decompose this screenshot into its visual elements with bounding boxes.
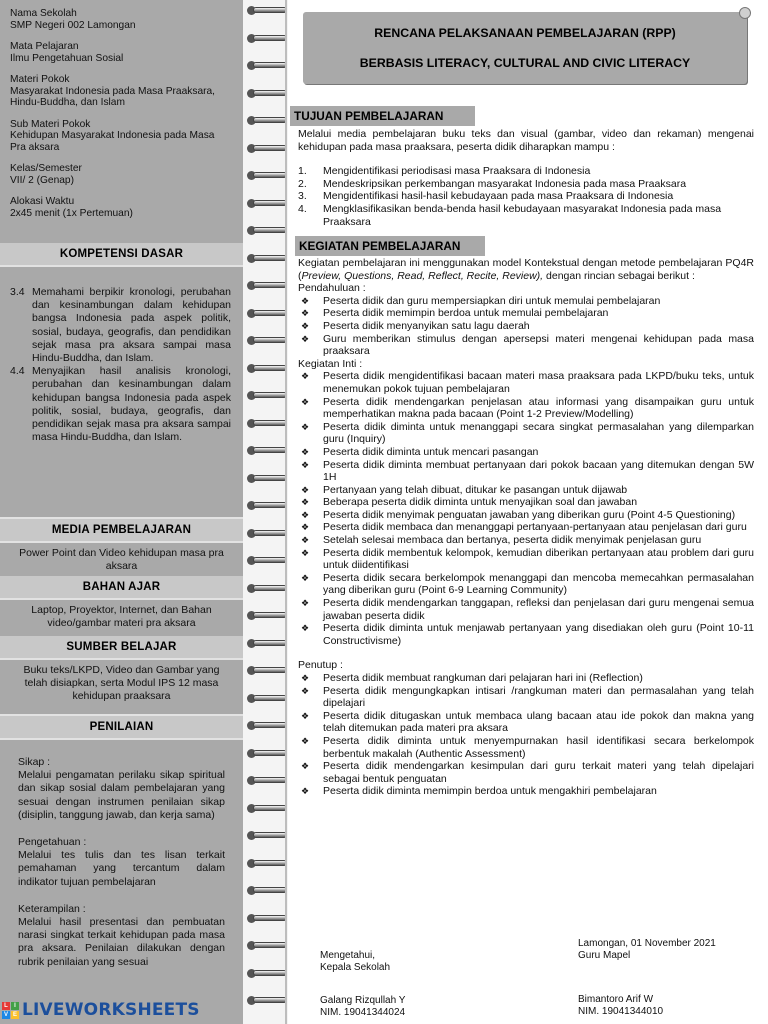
bahan-text: Laptop, Proyektor, Internet, dan Bahan video/gambar materi pra aksara [31,604,212,629]
spiral-coil-icon [247,774,287,786]
list-item [298,710,754,735]
kegiatan-body [298,257,754,798]
penilaian-label: Pengetahuan : [18,836,87,849]
list-item [298,597,754,622]
bullet-diamond-icon: ❖ [301,735,310,746]
tujuan-intro: Melalui media pembelajaran buku teks dan visual (gambar, video dan rekaman) mengenai kehidupan pada masa praaksara, peserta didik diharapkan mampu : [298,128,754,153]
bullet-diamond-icon: ❖ [301,685,310,696]
list-item-text: Peserta didik diminta membuat pertanyaan dari pokok bacaan yang ditemukan dengan 5W 1H [323,458,754,484]
spiral-coil-icon [247,994,287,1006]
list-item [298,521,754,534]
spiral-coil-icon [247,87,287,99]
info-label: Alokasi Waktu [10,196,75,207]
list-item-text: Setelah selesai membaca dan bertanya, peserta didik menyimak penjelasan guru [323,534,702,547]
spiral-coil-icon [247,829,287,841]
bullet-diamond-icon: ❖ [301,522,310,533]
bullet-diamond-icon: ❖ [301,572,310,583]
bullet-diamond-icon: ❖ [301,308,310,319]
tujuan-text: Mengidentifikasi periodisasi masa Praaksara di Indonesia [323,165,591,178]
spiral-coil-icon [247,4,287,16]
tujuan-item [298,178,754,191]
sumber-heading: SUMBER BELAJAR [0,636,243,658]
bullet-diamond-icon: ❖ [301,786,310,797]
list-item-text: Peserta didik mendengarkan tanggapan, refleksi dan penjelasan dari guru mengenai semua jawaban peserta didik [323,597,754,622]
info-value: VII/ 2 (Genap) [10,174,74,186]
info-group [10,41,233,64]
penutup-label: Penutup : [298,659,343,672]
left-sidebar [0,0,243,1024]
kd-text: Memahami berpikir kronologi, perubahan dan kesinambungan dalam kehidupan bangsa Indonesia pada aspek politik, sosial, budaya, geografis, dan pendidikan sejak masa pra aksara sampai masa Hindu-Buddha, dan Islam. [32,286,231,365]
spiral-coil-icon [247,142,287,154]
list-item [298,685,754,710]
list-item [298,622,754,647]
bullet-diamond-icon: ❖ [301,598,310,609]
spiral-coil-icon [247,609,287,621]
penilaian-text: Melalui pengamatan perilaku sikap spiritual dan sikap sosial dalam pembelajaran yang sesuai dengan instrumen penilaian sikap (disiplin, tanggung jawab, dan kerja sama) [18,769,225,821]
spiral-coil-icon [247,169,287,181]
tujuan-number: 1. [298,165,307,178]
spiral-coil-icon [247,197,287,209]
signature-right-name: Bimantoro Arif W NIM. 19041344010 [578,994,664,1017]
list-item [298,547,754,572]
list-item [298,484,754,497]
list-item-text: Peserta didik diminta untuk menjawab pertanyaan yang disediakan oleh guru (Point 10-11 Constructivisme) [323,622,754,647]
main-content [289,0,768,1024]
info-group [10,74,233,109]
bahan-heading: BAHAN AJAR [0,576,243,598]
spiral-coil-icon [247,362,287,374]
info-group [10,119,233,154]
info-group [10,163,233,186]
penutup-list [298,672,754,798]
list-item-text: Pertanyaan yang telah dibuat, ditukar ke pasangan untuk dijawab [323,483,628,496]
spiral-coil-icon [247,279,287,291]
scroll-curl-icon [739,7,751,19]
media-heading: MEDIA PEMBELAJARAN [0,519,243,541]
spiral-coil-icon [247,417,287,429]
spiral-coil-icon [247,252,287,264]
list-item [298,785,754,798]
penilaian-label: Sikap : [18,756,51,768]
kd-section [0,243,243,267]
info-label: Mata Pelajaran [10,41,79,52]
list-item [298,307,754,320]
spiral-binding [243,0,288,1024]
tujuan-body [298,128,754,228]
list-item-text: Peserta didik diminta untuk mencari pasangan [323,445,539,458]
kd-number: 4.4 [10,365,25,378]
list-item [298,760,754,785]
bullet-diamond-icon: ❖ [301,710,310,721]
info-value: SMP Negeri 002 Lamongan [10,19,136,31]
list-item [298,496,754,509]
bullet-diamond-icon: ❖ [301,333,310,344]
list-item-text: Beberapa peserta didik diminta untuk menyajikan soal dan jawaban [323,496,638,509]
list-item [298,534,754,547]
spiral-coil-icon [247,527,287,539]
logo-text: LIVEWORKSHEETS [22,1000,200,1020]
logo-block: I [11,1002,19,1010]
tujuan-item [298,190,754,203]
signature-right: Lamongan, 01 November 2021 Guru Mapel [578,938,716,961]
penilaian-heading: PENILAIAN [0,716,243,738]
spiral-coil-icon [247,444,287,456]
bahan-section [0,576,243,630]
school-info [0,8,243,229]
logo-blocks-icon [2,1002,19,1019]
list-item-text: Peserta didik dan guru mempersiapkan diri untuk memulai pembelajaran [323,294,661,307]
bullet-diamond-icon: ❖ [301,761,310,772]
penilaian-text: Melalui tes tulis dan tes lisan terkait pemahaman yang tercantum dalam indikator tujuan pembelajaran [18,849,225,888]
info-label: Kelas/Semester [10,163,82,174]
spiral-coil-icon [247,692,287,704]
sumber-text: Buku teks/LKPD, Video dan Gambar yang telah disiapkan, serta Modul IPS 12 masa kehidupan praaksara [23,664,220,702]
spiral-coil-icon [247,224,287,236]
info-label: Sub Materi Pokok [10,118,91,130]
logo-block: E [12,1011,17,1018]
info-value: Kehidupan Masyarakat Indonesia pada Masa Pra aksara [10,130,215,153]
bullet-diamond-icon: ❖ [301,509,310,520]
spiral-coil-icon [247,59,287,71]
doc-title: RENCANA PELAKSANAAN PEMBELAJARAN (RPP) [374,26,676,40]
spiral-coil-icon [247,472,287,484]
spiral-coil-icon [247,857,287,869]
list-item [298,370,754,395]
bullet-diamond-icon: ❖ [301,484,310,495]
info-value: 2x45 menit (1x Pertemuan) [10,207,133,219]
pendahuluan-list [298,295,754,358]
list-item-text: Guru memberikan stimulus dengan apersepsi materi mengenai kehidupan pada masa praaksara [323,332,754,358]
list-item [298,295,754,308]
tujuan-text: Mengidentifikasi hasil-hasil kebudayaan pada masa Praaksara di Indonesia [323,190,674,203]
tujuan-item [298,203,754,228]
binding-divider [285,0,287,1024]
spiral-coil-icon [247,582,287,594]
spiral-coil-icon [247,114,287,126]
spiral-coil-icon [247,499,287,511]
list-item-text: Peserta didik membentuk kelompok, kemudian diberikan pertanyaan atau problem dari guru untuk diidentifikasi [323,546,754,572]
tujuan-number: 4. [298,202,307,215]
list-item [298,320,754,333]
liveworksheets-logo[interactable] [2,999,200,1021]
list-item-text: Peserta didik mendengarkan penjelasan atau informasi yang disampaikan guru untuk memperhatikan makna pada bacaan (Point 1-2 Preview/Modelling) [323,395,754,421]
list-item [298,735,754,760]
list-item [298,421,754,446]
info-label: Nama Sekolah [10,8,77,19]
title-banner [303,12,747,84]
penilaian-label: Keterampilan : [18,902,86,915]
list-item-text: Peserta didik menyanyikan satu lagu daerah [323,319,530,332]
penilaian-list [0,756,243,969]
inti-list [298,370,754,647]
spiral-coil-icon [247,554,287,566]
kegiatan-intro: Kegiatan pembelajaran ini menggunakan model Kontekstual dengan metode pembelajaran PQ4R (Preview, Questions, Read, Reflect, Recite, Review), dengan rincian sebagai berikut : [298,257,754,282]
list-item-text: Peserta didik mengungkapkan intisari /rangkuman materi dan permasalahan yang telah dipelajari [323,684,754,710]
kd-text: Menyajikan hasil analisis kronologi, perubahan dan kesinambungan dalam kehidupan bangsa Indonesia pada aspek politik, sosial, budaya, geografis, dan pendidikan sejak masa pra aksara sampai masa Hindu-Buddha, dan Islam. [32,365,231,444]
list-item [298,509,754,522]
media-section [0,517,243,573]
list-item-text: Peserta didik membuat rangkuman dari pelajaran hari ini (Reflection) [323,672,643,684]
list-item [298,396,754,421]
bullet-diamond-icon: ❖ [301,295,310,306]
list-item [298,333,754,358]
sumber-section [0,636,243,703]
info-group [10,8,233,31]
signature-left-name: Galang Rizqullah Y NIM. 19041344024 [320,995,406,1018]
tujuan-number: 3. [298,190,307,203]
penilaian-text: Melalui hasil presentasi dan pembuatan narasi singkat terkait kehidupan pada masa pra aksara. Penilaian dilakukan dengan rubrik penilaian yang sesuai [18,916,225,968]
bullet-diamond-icon: ❖ [301,623,310,634]
list-item-text: Peserta didik membaca dan menanggapi pertanyaan-pertanyaan atau penjelasan dari guru [323,521,747,534]
bullet-diamond-icon: ❖ [301,421,310,432]
spiral-coil-icon [247,664,287,676]
list-item [298,459,754,484]
list-item-text: Peserta didik ditugaskan untuk membaca ulang bacaan atau ide pokok dan makna yang telah ditemukan pada materi pra aksara [323,709,754,735]
logo-block: L [2,1002,10,1010]
info-value: Masyarakat Indonesia pada Masa Praaksara, Hindu-Buddha, dan Islam [10,85,215,108]
list-item-text: Peserta didik diminta memimpin berdoa untuk mengakhiri pembelajaran [323,785,657,798]
tujuan-number: 2. [298,177,307,190]
kegiatan-heading: KEGIATAN PEMBELAJARAN [295,236,485,256]
bullet-diamond-icon: ❖ [301,446,310,457]
spiral-coil-icon [247,719,287,731]
penilaian-section [0,714,243,740]
bullet-diamond-icon: ❖ [301,673,310,683]
tujuan-text: Mengklasifikasikan benda-benda hasil kebudayaan masyarakat Indonesia pada masa Praaksara [323,202,722,228]
list-item [298,672,754,685]
signature-left: Mengetahui, Kepala Sekolah [320,950,391,973]
list-item [298,572,754,597]
list-item-text: Peserta didik mendengarkan kesimpulan dari guru terkait materi yang telah dipelajari sebagai bentuk penguatan [323,760,754,785]
list-item-text: Peserta didik secara berkelompok menanggapi dan mencoba memecahkan permasalahan yang diberikan guru (Point 6-9 Learning Community) [323,571,754,597]
spiral-coil-icon [247,912,287,924]
list-item-text: Peserta didik diminta untuk menyempurnakan hasil identifikasi secara berkelompok berbentuk makalah (Authentic Assessment) [323,734,754,760]
kd-number: 3.4 [10,286,25,298]
bullet-diamond-icon: ❖ [301,320,310,331]
spiral-coil-icon [247,389,287,401]
spiral-coil-icon [247,747,287,759]
media-text: Power Point dan Video kehidupan masa pra aksara [19,547,224,572]
tujuan-list [298,165,754,228]
spiral-coil-icon [247,334,287,346]
tujuan-item [298,165,754,178]
spiral-coil-icon [247,802,287,814]
kd-item [10,365,233,444]
tujuan-text: Mendeskripsikan perkembangan masyarakat Indonesia pada masa Praaksara [323,177,687,190]
list-item-text: Peserta didik mengidentifikasi bacaan materi masa praaksara pada LKPD/buku teks, untuk menemukan pokok tujuan pembelajaran [323,370,754,395]
inti-label: Kegiatan Inti : [298,357,363,370]
bullet-diamond-icon: ❖ [301,371,310,382]
spiral-coil-icon [247,967,287,979]
info-group [10,196,233,219]
bullet-diamond-icon: ❖ [301,547,310,558]
info-label: Materi Pokok [10,74,70,85]
spiral-coil-icon [247,939,287,951]
list-item [298,446,754,459]
bullet-diamond-icon: ❖ [301,535,310,546]
spiral-coil-icon [247,307,287,319]
bullet-diamond-icon: ❖ [301,459,310,470]
list-item-text: Peserta didik memimpin berdoa untuk memulai pembelajaran [323,307,609,320]
kd-heading: KOMPETENSI DASAR [0,243,243,265]
kd-item [10,286,233,365]
spiral-coil-icon [247,884,287,896]
list-item-text: Peserta didik menyimak penguatan jawaban yang diberikan guru (Point 4-5 Questioning) [323,508,736,521]
spiral-coil-icon [247,32,287,44]
list-item-text: Peserta didik diminta untuk menanggapi secara singkat permasalahan yang dilemparkan guru (Inquiry) [323,420,754,446]
doc-subtitle: BERBASIS LITERACY, CULTURAL AND CIVIC LITERACY [359,56,691,70]
pendahuluan-label: Pendahuluan : [298,282,366,295]
kd-list [0,286,243,444]
spiral-coil-icon [247,637,287,649]
bullet-diamond-icon: ❖ [301,396,310,407]
bullet-diamond-icon: ❖ [301,497,310,508]
tujuan-heading: TUJUAN PEMBELAJARAN [290,106,475,126]
logo-block: V [3,1011,8,1018]
info-value: Ilmu Pengetahuan Sosial [10,52,124,64]
